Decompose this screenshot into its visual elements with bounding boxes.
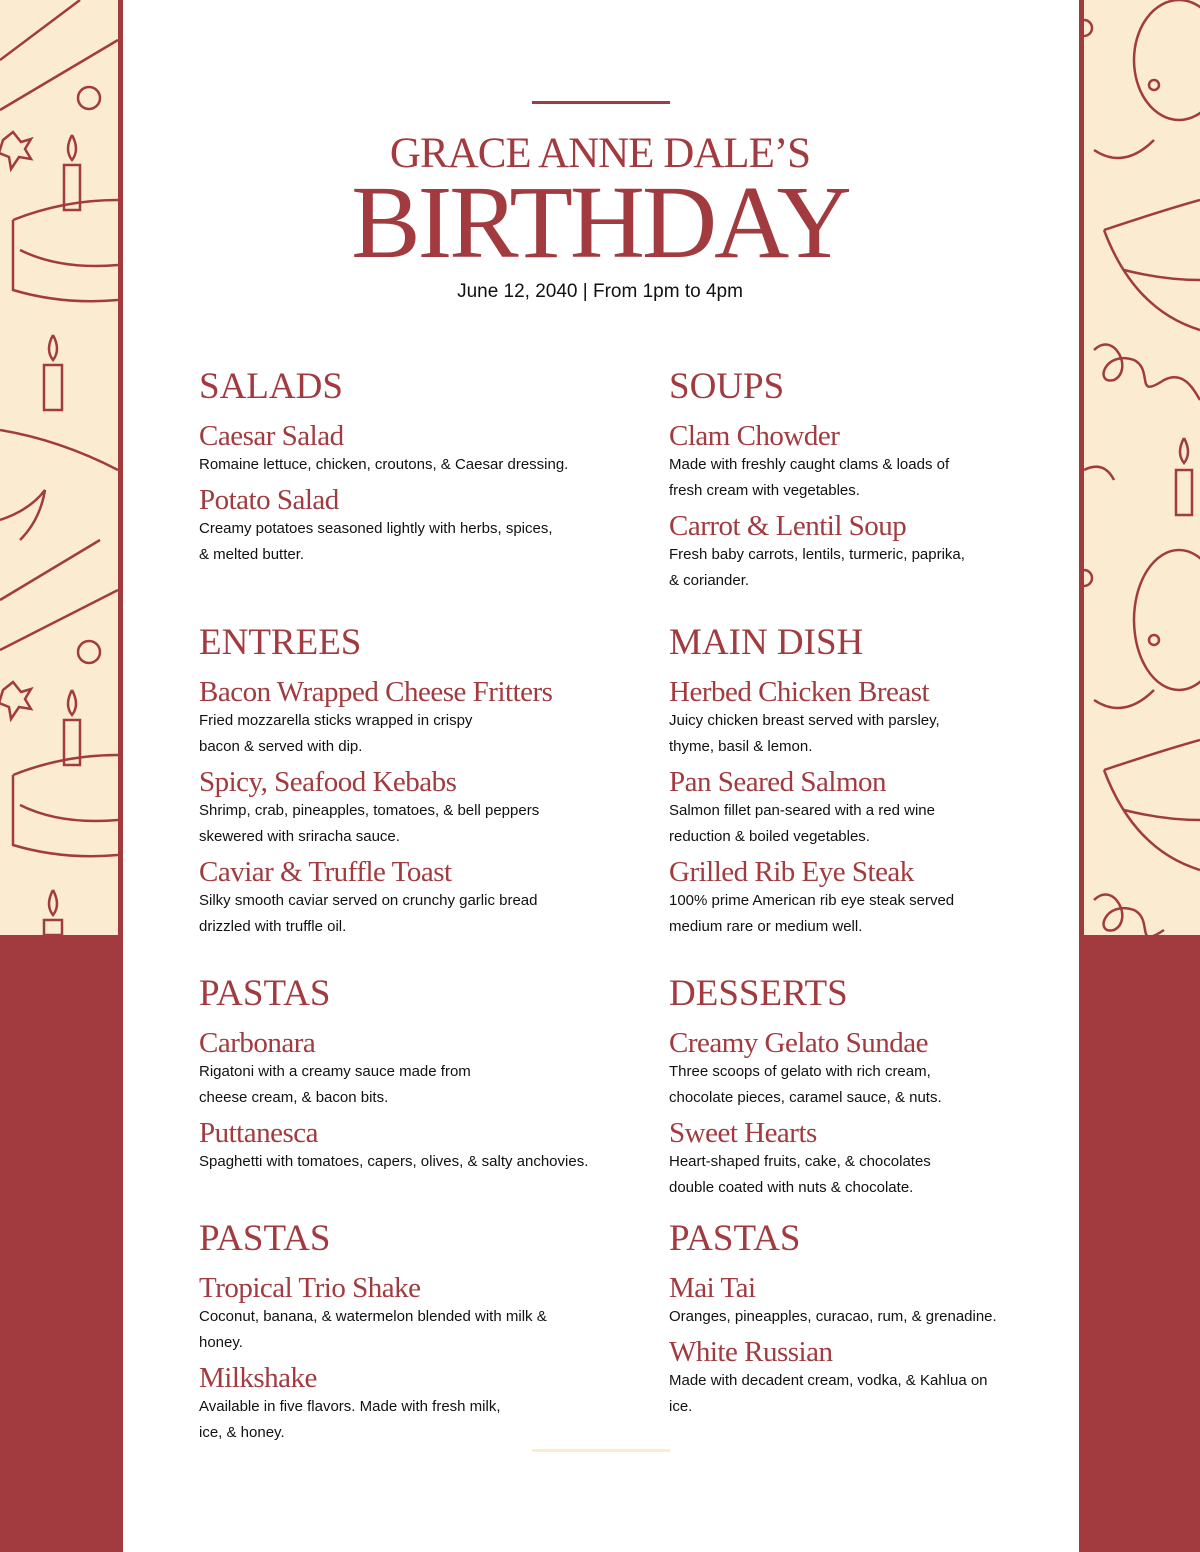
menu-item <box>669 420 1099 504</box>
item-description: Fresh baby carrots, lentils, turmeric, paprika, & coriander. <box>669 546 965 589</box>
menu-section <box>199 624 629 946</box>
menu-item <box>669 1336 1099 1420</box>
menu-item <box>669 510 1099 594</box>
menu-section <box>669 624 1099 946</box>
item-name: Mai Tai <box>669 1272 756 1304</box>
menu-item <box>199 856 629 940</box>
section-title: DESSERTS <box>669 973 848 1014</box>
item-name: Caviar & Truffle Toast <box>199 856 452 888</box>
item-description: Rigatoni with a creamy sauce made from cheese cream, & bacon bits. <box>199 1063 471 1106</box>
left-red-block <box>0 935 123 1552</box>
item-name: Herbed Chicken Breast <box>669 676 930 708</box>
menu-item <box>199 420 629 478</box>
menu-section <box>199 975 629 1181</box>
item-name: Sweet Hearts <box>669 1117 817 1149</box>
menu-item <box>669 766 1099 850</box>
section-title: MAIN DISH <box>669 622 864 663</box>
section-title: ENTREES <box>199 622 362 663</box>
item-name: Carbonara <box>199 1027 316 1059</box>
menu-item <box>199 1027 629 1111</box>
item-description: Salmon fillet pan-seared with a red wine reduction & boiled vegetables. <box>669 802 935 845</box>
menu-item <box>669 1027 1099 1111</box>
section-title: PASTAS <box>199 973 331 1014</box>
section-title: PASTAS <box>669 1218 801 1259</box>
menu-item <box>199 1362 629 1446</box>
menu-item <box>199 676 629 760</box>
menu-item <box>669 1272 1099 1330</box>
item-name: Puttanesca <box>199 1117 319 1149</box>
menu-item <box>669 1117 1099 1201</box>
item-description: Fried mozzarella sticks wrapped in crispy bacon & served with dip. <box>199 712 473 755</box>
item-name: Grilled Rib Eye Steak <box>669 856 914 888</box>
item-description: Oranges, pineapples, curacao, rum, & grenadine. <box>669 1308 997 1325</box>
menu-section <box>199 1220 629 1452</box>
item-description: Creamy potatoes seasoned lightly with herbs, spices, & melted butter. <box>199 520 553 563</box>
item-description: Made with freshly caught clams & loads of fresh cream with vegetables. <box>669 456 950 499</box>
host-name: GRACE ANNE DALE’S <box>389 130 811 177</box>
item-description: Romaine lettuce, chicken, croutons, & Caesar dressing. <box>199 456 569 473</box>
menu-item <box>199 1272 629 1356</box>
item-name: Pan Seared Salmon <box>669 766 887 798</box>
section-title: SALADS <box>199 366 343 407</box>
item-description: Available in five flavors. Made with fresh milk, ice, & honey. <box>199 1398 501 1441</box>
item-name: Milkshake <box>199 1362 317 1394</box>
menu-section <box>669 368 1099 600</box>
top-divider <box>532 101 670 104</box>
event-date: June 12, 2040 | From 1pm to 4pm <box>457 281 743 302</box>
item-name: White Russian <box>669 1336 833 1368</box>
item-name: Tropical Trio Shake <box>199 1272 421 1304</box>
menu-section <box>669 975 1099 1207</box>
item-name: Caesar Salad <box>199 420 344 452</box>
section-title: PASTAS <box>199 1218 331 1259</box>
menu-item <box>199 1117 629 1175</box>
item-description: Shrimp, crab, pineapples, tomatoes, & bell peppers skewered with sriracha sauce. <box>199 802 540 845</box>
menu-section <box>199 368 629 574</box>
bottom-divider <box>532 1449 670 1452</box>
menu-item <box>199 484 629 568</box>
section-title: SOUPS <box>669 366 785 407</box>
item-description: Silky smooth caviar served on crunchy garlic bread drizzled with truffle oil. <box>199 892 538 935</box>
menu-item <box>199 766 629 850</box>
item-description: Made with decadent cream, vodka, & Kahlua on ice. <box>669 1372 988 1415</box>
item-description: Heart-shaped fruits, cake, & chocolates double coated with nuts & chocolate. <box>669 1153 931 1196</box>
menu-section <box>669 1220 1099 1426</box>
item-description: Juicy chicken breast served with parsley, thyme, basil & lemon. <box>669 712 940 755</box>
item-description: 100% prime American rib eye steak served medium rare or medium well. <box>669 892 955 935</box>
page-title: BIRTHDAY <box>351 165 849 280</box>
menu-item <box>669 856 1099 940</box>
item-name: Bacon Wrapped Cheese Fritters <box>199 676 553 708</box>
item-name: Spicy, Seafood Kebabs <box>199 766 457 798</box>
menu-item <box>669 676 1099 760</box>
item-name: Potato Salad <box>199 484 339 516</box>
item-description: Spaghetti with tomatoes, capers, olives, & salty anchovies. <box>199 1153 589 1170</box>
item-description: Coconut, banana, & watermelon blended with milk & honey. <box>199 1308 547 1351</box>
item-description: Three scoops of gelato with rich cream, chocolate pieces, caramel sauce, & nuts. <box>669 1063 942 1106</box>
item-name: Creamy Gelato Sundae <box>669 1027 928 1059</box>
item-name: Carrot & Lentil Soup <box>669 510 907 542</box>
item-name: Clam Chowder <box>669 420 840 452</box>
